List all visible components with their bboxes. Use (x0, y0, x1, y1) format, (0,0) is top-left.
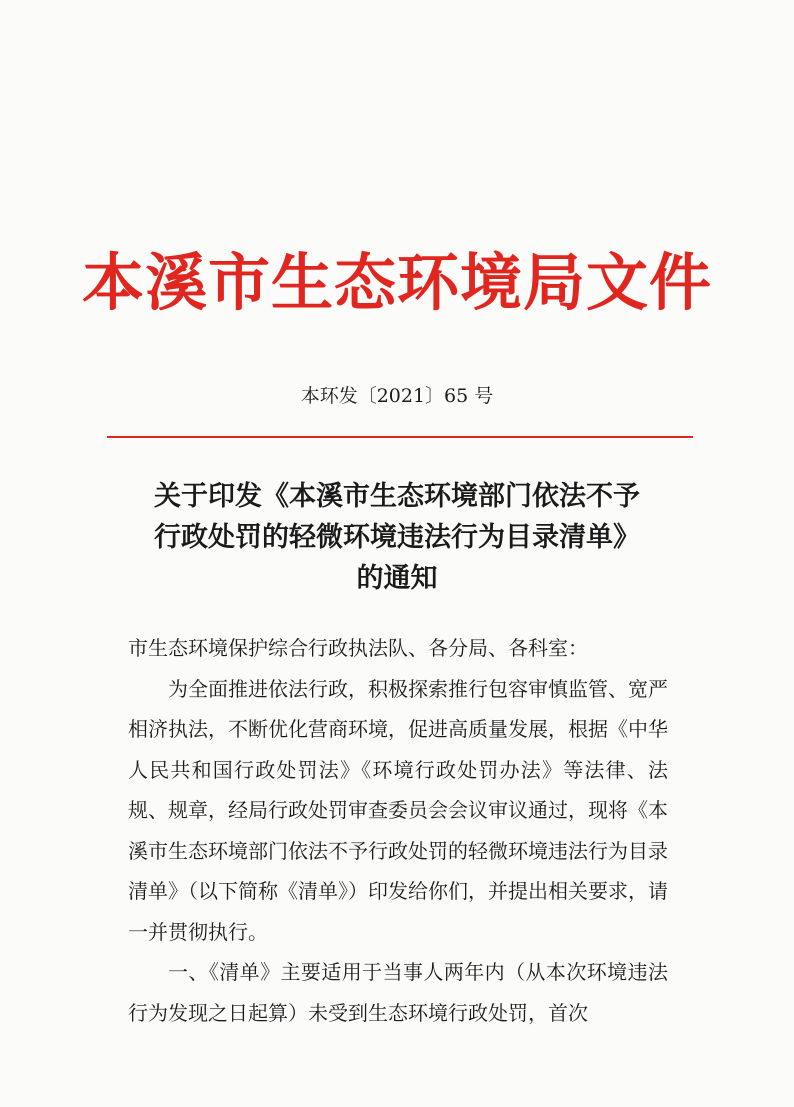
salutation: 市生态环境保护综合行政执法队、各分局、各科室： (128, 636, 588, 660)
issuer-header: 本溪市生态环境局文件 (81, 246, 712, 319)
document-body (128, 628, 668, 1033)
red-divider-line (107, 436, 693, 438)
document-number: 本环发〔2021〕65 号 (300, 385, 494, 407)
body-paragraph: 为全面推进依法行政，积极探索推行包容审慎监管、宽严相济执法，不断优化营商环境，促进高质量发展，根据《中华人民共和国行政处罚法》《环境行政处罚办法》等法律、法规、规章，经局行政处罚审查委员会会议审议通过，现将《本溪市生态环境部门依法不予行政处罚的轻微环境违法行为目录清单》（以下简称《清单》）印发给你们，并提出相关要求，请一并贯彻执行。 (128, 676, 668, 944)
body-paragraph: 一、《清单》主要适用于当事人两年内（从本次环境违法行为发现之日起算）未受到生态环境行政处罚，首次 (128, 960, 668, 1025)
document-title (90, 476, 704, 599)
title-line-2: 行政处罚的轻微环境违法行为目录清单》 (154, 522, 640, 553)
title-line-3: 的通知 (356, 563, 438, 594)
title-line-1: 关于印发《本溪市生态环境部门依法不予 (154, 481, 640, 512)
